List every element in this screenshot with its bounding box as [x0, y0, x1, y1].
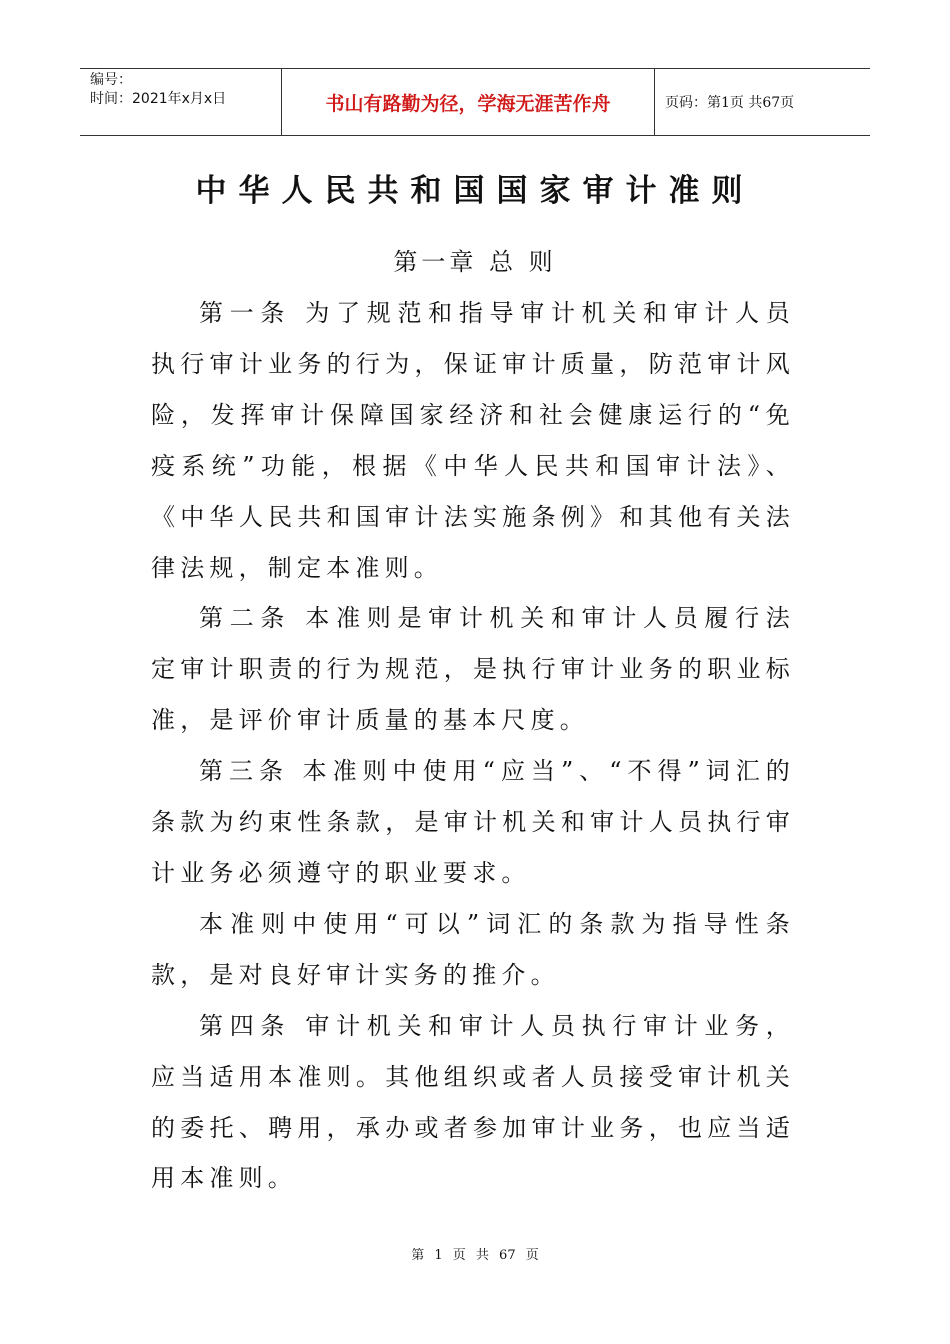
header-motto — [282, 69, 655, 135]
article-3-note: 本准则中使用“可以”词汇的条款为指导性条款，是对良好审计实务的推介。 — [151, 909, 795, 989]
document-title: 中华人民共和国国家审计准则 — [195, 173, 755, 209]
header-meta — [80, 69, 282, 135]
header-page-code — [655, 69, 870, 135]
article-2: 第二条 本准则是审计机关和审计人员履行法定审计职责的行为规范，是执行审计业务的职业标准，是评价审计质量的基本尺度。 — [151, 604, 795, 735]
page-footer: 第 1 页 共 67 页 — [411, 1248, 539, 1263]
article-4: 第四条 审计机关和审计人员执行审计业务，应当适用本准则。其他组织或者人员接受审计机关的委托、聘用，承办或者参加审计业务，也应当适用本准则。 — [151, 1011, 795, 1193]
number-label: 编号： — [90, 72, 132, 88]
page-header — [80, 68, 870, 136]
motto-text: 书山有路勤为径，学海无涯苦作舟 — [325, 92, 611, 115]
date-label: 时间：2021年x月x日 — [90, 91, 227, 107]
article-1: 第一条 为了规范和指导审计机关和审计人员执行审计业务的行为，保证审计质量，防范审计风险，发挥审计保障国家经济和社会健康运行的“免疫系统”功能，根据《中华人民共和国审计法》、《中华人民共和国审计法实施条例》和其他有关法律法规，制定本准则。 — [151, 299, 795, 582]
page-code-text: 页码：第1页 共67页 — [665, 95, 795, 111]
document-body — [151, 288, 795, 1204]
article-3: 第三条 本准则中使用“应当”、“不得”词汇的条款为约束性条款，是审计机关和审计人员执行审计业务必须遵守的职业要求。 — [151, 757, 795, 887]
chapter-heading: 第一章 总 则 — [393, 248, 557, 276]
